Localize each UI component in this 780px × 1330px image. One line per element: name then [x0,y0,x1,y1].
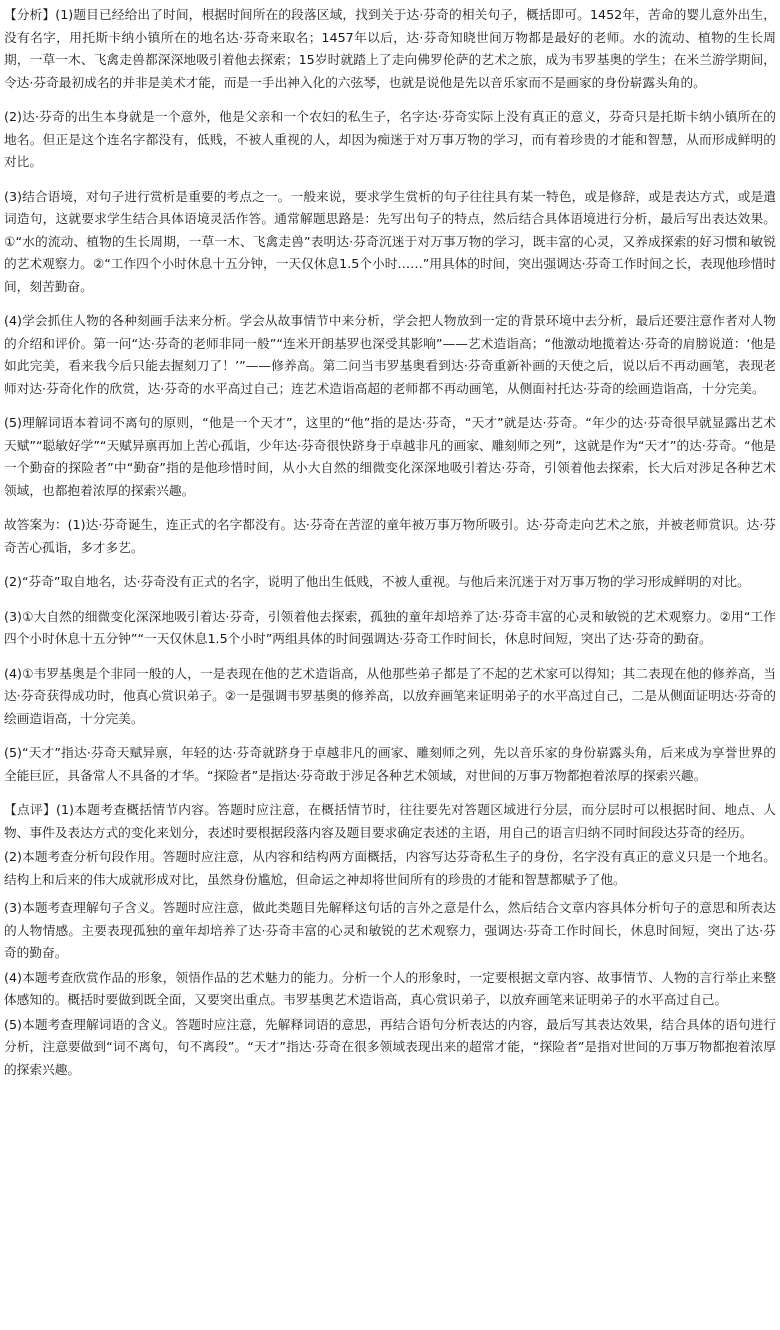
analysis-paragraph-1: 【分析】(1)题目已经给出了时间，根据时间所在的段落区域，找到关于达·芬奇的相关句子，概括即可。1452年，苦命的婴儿意外出生，没有名字，用托斯卡纳小镇所在的地名达·芬奇来取名；1457年以后，达·芬奇知晓世间万物都是最好的老师。水的流动、植物的生长周期，一草一木、飞禽走兽都深深地吸引着他去探索；15岁时就踏上了走向佛罗伦萨的艺术之旅，成为韦罗基奥的学生；在米兰游学期间，令达·芬奇最初成名的并非是美术才能，而是一手出神入化的六弦琴，也就是说他是先以音乐家而不是画家的身份崭露头角的。 [4,7,776,90]
analysis-paragraph-4: (4)学会抓住人物的各种刻画手法来分析。学会从故事情节中来分析，学会把人物放到一定的背景环境中去分析，最后还要注意作者对人物的介绍和评价。第一问“达·芬奇的老师非同一般”“连米开朗基罗也深受其影响”——艺术造诣高；“他激动地揽着达·芬奇的肩膀说道：‘他是如此完美，看来我今后只能去握刻刀了！’”——修养高。第二问当韦罗基奥看到达·芬奇重新补画的天使之后，说以后不再动画笔，表现老师对达·芬奇化作的欣赏，达·芬奇的水平高过自己；连艺术造诣高超的老师都不再动画笔，从侧面衬托达·芬奇的绘画造诣高，十分完美。 [4,313,776,396]
comment-paragraph-1: 【点评】(1)本题考查概括情节内容。答题时应注意，在概括情节时，往往要先对答题区域进行分层，而分层时可以根据时间、地点、人物、事件及表达方式的变化来划分，表述时要根据段落内容及题目要求确定表述的主语，用自己的语言归纳不同时间段达芬奇的经历。 [4,802,776,840]
answer-paragraph-2: (2)“芬奇”取自地名，达·芬奇没有正式的名字，说明了他出生低贱，不被人重视。与他后来沉迷于对万事万物的学习形成鲜明的对比。 [4,574,750,589]
analysis-paragraph-5: (5)理解词语本着词不离句的原则，“他是一个天才”，这里的“他”指的是达·芬奇，“天才”就是达·芬奇。“年少的达·芬奇很早就显露出艺术天赋”“聪敏好学”“天赋异禀再加上苦心孤诣，少年达·芬奇很快跻身于卓越非凡的画家、雕刻师之列”，这就是作为“天才”的达·芬奇。“他是一个勤奋的探险者”中“勤奋”指的是他珍惜时间，从小大自然的细微变化深深地吸引着达·芬奇，引领着他去探索，长大后对涉足各种艺术领域，也都抱着浓厚的探索兴趣。 [4,415,776,498]
comment-paragraph-4: (4)本题考查欣赏作品的形象，领悟作品的艺术魅力的能力。分析一个人的形象时，一定要根据文章内容、故事情节、人物的言行举止来整体感知的。概括时要做到既全面，又要突出重点。韦罗基奥艺术造诣高，真心赏识弟子，以放弃画笔来证明弟子的水平高过自己。 [4,969,776,1007]
answer-paragraph-4: (4)①韦罗基奥是个非同一般的人，一是表现在他的艺术造诣高，从他那些弟子都是了不起的艺术家可以得知；其二表现在他的修养高，当达·芬奇获得成功时，他真心赏识弟子。②一是强调韦罗基奥的修养高，以放弃画笔来证明弟子的水平高过自己，二是从侧面证明达·芬奇的绘画造诣高，十分完美。 [4,665,776,726]
answer-paragraph-3: (3)①大自然的细微变化深深地吸引着达·芬奇，引领着他去探索，孤独的童年却培养了达·芬奇丰富的心灵和敏锐的艺术观察力。②用“工作四个小时休息十五分钟”“一天仅休息1.5个小时”两组具体的时间强调达·芬奇工作时间长，休息时间短，突出了达·芬奇的勤奋。 [4,608,776,646]
comment-paragraph-3: (3)本题考查理解句子含义。答题时应注意，做此类题目先解释这句话的言外之意是什么，然后结合文章内容具体分析句子的意思和所表达的人物情感。主要表现孤独的童年却培养了达·芬奇丰富的心灵和敏锐的艺术观察力，强调达·芬奇工作时间长，休息时间短，突出了达·芬奇的勤奋。 [4,900,776,960]
answer-paragraph-1: 故答案为：(1)达·芬奇诞生，连正式的名字都没有。达·芬奇在苦涩的童年被万事万物所吸引。达·芬奇走向艺术之旅，并被老师赏识。达·芬奇苦心孤诣，多才多艺。 [4,517,776,555]
analysis-paragraph-2: (2)达·芬奇的出生本身就是一个意外，他是父亲和一个农妇的私生子，名字达·芬奇实际上没有真正的意义，芬奇只是托斯卡纳小镇所在的地名。但正是这个连名字都没有，低贱，不被人重视的人，却因为痴迷于对万事万物的学习，而有着珍贵的才能和智慧，从而形成鲜明的对比。 [4,109,776,169]
comment-paragraph-5: (5)本题考查理解词语的含义。答题时应注意，先解释词语的意思，再结合语句分析表达的内容，最后写其表达效果，结合具体的语句进行分析，注意要做到“词不离句，句不离段”。“天才”指达·芬奇在很多领域表现出来的超常才能，“探险者”是指对世间的万事万物都抱着浓厚的探索兴趣。 [4,1016,776,1077]
comment-paragraph-2: (2)本题考查分析句段作用。答题时应注意，从内容和结构两方面概括，内容写达芬奇私生子的身份，名字没有真正的意义只是一个地名。结构上和后来的伟大成就形成对比，虽然身份尴尬，但命运之神却将世间所有的珍贵的才能和智慧都赋予了他。 [4,849,776,887]
answer-paragraph-5: (5)“天才”指达·芬奇天赋异禀，年轻的达·芬奇就跻身于卓越非凡的画家、雕刻师之列，先以音乐家的身份崭露头角，后来成为享誉世界的全能巨匠，具备常人不具备的才华。“探险者”是指达·芬奇敢于涉足各种艺术领域，对世间的万事万物都抱着浓厚的探索兴趣。 [4,745,776,783]
analysis-paragraph-3: (3)结合语境，对句子进行赏析是重要的考点之一。一般来说，要求学生赏析的句子往往具有某一特色，或是修辞，或是表达方式，或是遣词造句，这就要求学生结合具体语境灵活作答。通常解题思路是：先写出句子的特点，然后结合具体语境进行分析，最后写出表达效果。①“水的流动、植物的生长周期，一草一木、飞禽走兽”表明达·芬奇沉迷于对万事万物的学习，既丰富的心灵，又养成探索的好习惯和敏锐的艺术观察力。②“工作四个小时休息十五分钟，一天仅休息1.5个小时……”用具体的时间，突出强调达·芬奇工作时间之长，表现他珍惜时间，刻苦勤奋。 [4,188,776,294]
